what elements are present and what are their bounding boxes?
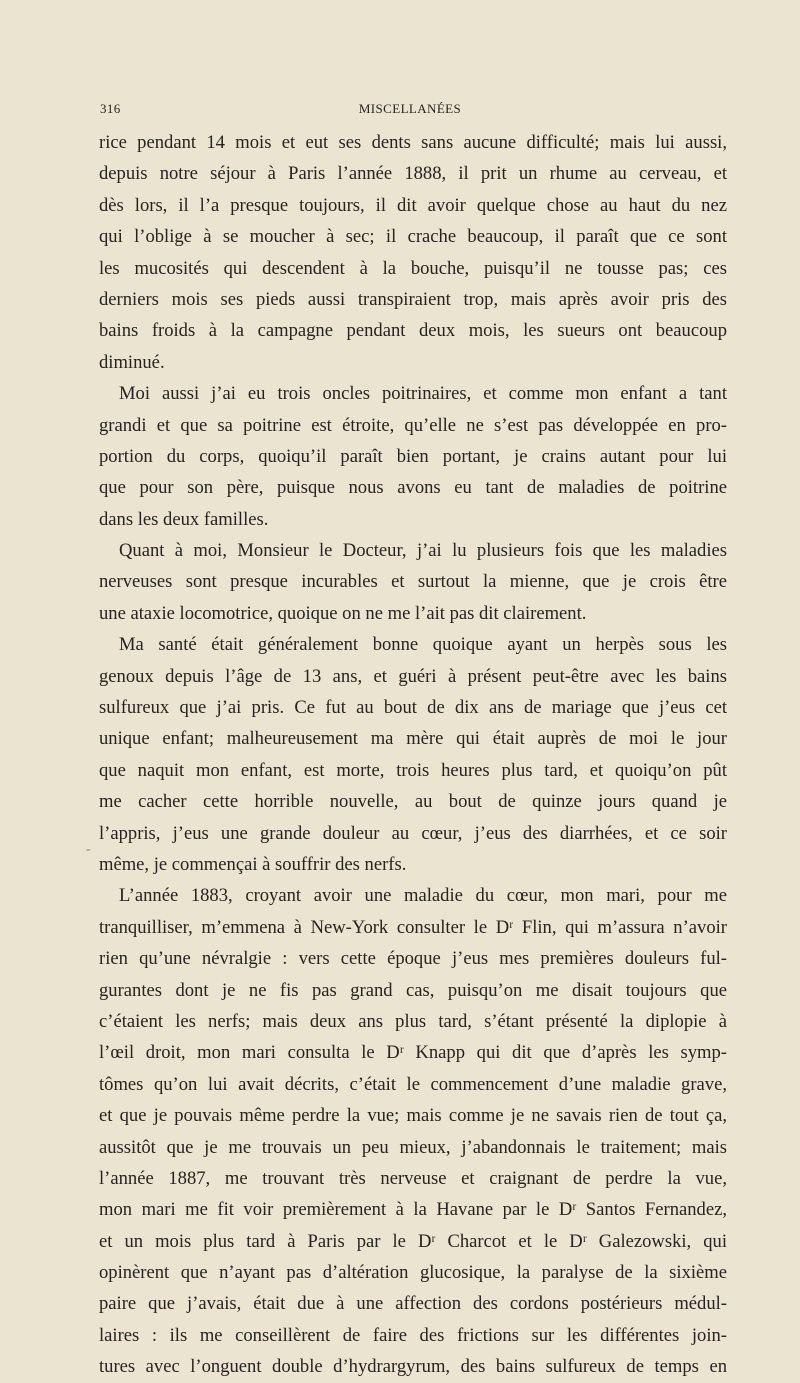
running-head (100, 101, 720, 123)
text-line: portion du corps, quoiqu’il paraît bien portant, je crains autant pour lui (99, 445, 727, 467)
text-line: dans les deux familles. (99, 508, 269, 530)
text-line: l’appris, j’eus une grande douleur au cœur, j’eus des diarrhées, et ce soir (99, 822, 727, 844)
text-line: les mucosités qui descendent à la bouche, puisqu’il ne tousse pas; ces (99, 257, 727, 279)
body-text (99, 127, 727, 1383)
text-line: sulfureux que j’ai pris. Ce fut au bout de dix ans de mariage que j’eus cet (99, 697, 727, 719)
text-line: bains froids à la campagne pendant deux mois, les sueurs ont beaucoup (99, 320, 727, 342)
text-line: Ma santé était généralement bonne quoique ayant un herpès sous les (119, 634, 727, 656)
text-line: rien qu’une névralgie : vers cette époque j’eus mes premières douleurs ful- (99, 948, 727, 970)
text-line: l’année 1887, me trouvant très nerveuse et craignant de perdre la vue, (99, 1167, 727, 1189)
text-line: qui l’oblige à se moucher à sec; il crache beaucoup, il paraît que ce sont (99, 226, 727, 248)
text-line: tures avec l’onguent double d’hydrargyrum, des bains sulfureux de temps en (99, 1356, 727, 1378)
page-number: 316 (100, 101, 121, 116)
text-line: unique enfant; malheureusement ma mère qui était auprès de moi le jour (99, 728, 727, 750)
margin-dash-mark: - (86, 842, 91, 857)
text-line: derniers mois ses pieds aussi transpiraient trop, mais après avoir pris des (99, 288, 727, 310)
text-line: et un mois plus tard à Paris par le Dʳ Charcot et le Dʳ Galezowski, qui (99, 1230, 727, 1252)
text-line: mon mari me fit voir premièrement à la Havane par le Dʳ Santos Fernandez, (99, 1199, 727, 1221)
text-line: une ataxie locomotrice, quoique on ne me l’ait pas dit clairement. (99, 602, 587, 624)
text-line: laires : ils me conseillèrent de faire des frictions sur les différentes join- (99, 1324, 727, 1346)
text-line: gurantes dont je ne fis pas grand cas, puisqu’on me disait toujours que (99, 979, 727, 1001)
text-line: opinèrent que n’ayant pas d’altération glucosique, la paralyse de la sixième (99, 1262, 727, 1284)
text-line: Quant à moi, Monsieur le Docteur, j’ai lu plusieurs fois que les maladies (119, 540, 727, 562)
text-line: dès lors, il l’a presque toujours, il dit avoir quelque chose au haut du nez (99, 194, 727, 216)
text-line: et que je pouvais même perdre la vue; mais comme je ne savais rien de tout ça, (99, 1105, 727, 1127)
text-line: tranquilliser, m’emmena à New-York consulter le Dʳ Flin, qui m’assura n’avoir (99, 916, 727, 938)
text-line: rice pendant 14 mois et eut ses dents sans aucune difficulté; mais lui aussi, (99, 132, 727, 153)
text-line: grandi et que sa poitrine est étroite, qu’elle ne s’est pas développée en pro- (99, 414, 727, 436)
text-line: l’œil droit, mon mari consulta le Dʳ Knapp qui dit que d’après les symp- (99, 1042, 727, 1064)
text-line: me cacher cette horrible nouvelle, au bout de quinze jours quand je (99, 791, 727, 813)
text-line: nerveuses sont presque incurables et surtout la mienne, que je crois être (99, 571, 727, 593)
text-line: tômes qu’on lui avait décrits, c’était le commencement d’une maladie grave, (99, 1073, 727, 1095)
text-line: c’étaient les nerfs; mais deux ans plus tard, s’étant présenté la diplopie à (99, 1010, 727, 1032)
text-line: que naquit mon enfant, est morte, trois heures plus tard, et quoiqu’on pût (99, 759, 727, 781)
text-line: genoux depuis l’âge de 13 ans, et guéri à présent peut-être avec les bains (99, 665, 727, 687)
text-line: L’année 1883, croyant avoir une maladie du cœur, mon mari, pour me (119, 885, 727, 907)
text-line: que pour son père, puisque nous avons eu tant de maladies de poitrine (99, 477, 727, 499)
text-line: diminué. (99, 351, 165, 373)
running-title: MISCELLANÉES (358, 101, 462, 116)
text-line: même, je commençai à souffrir des nerfs. (99, 853, 407, 875)
text-line: paire que j’avais, était due à une affection des cordons postérieurs médul- (99, 1293, 727, 1315)
text-line: Moi aussi j’ai eu trois oncles poitrinaires, et comme mon enfant a tant (119, 383, 727, 405)
text-line: aussitôt que je me trouvais un peu mieux, j’abandonnais le traitement; mais (99, 1136, 727, 1158)
text-line: depuis notre séjour à Paris l’année 1888, il prit un rhume au cerveau, et (99, 163, 727, 185)
